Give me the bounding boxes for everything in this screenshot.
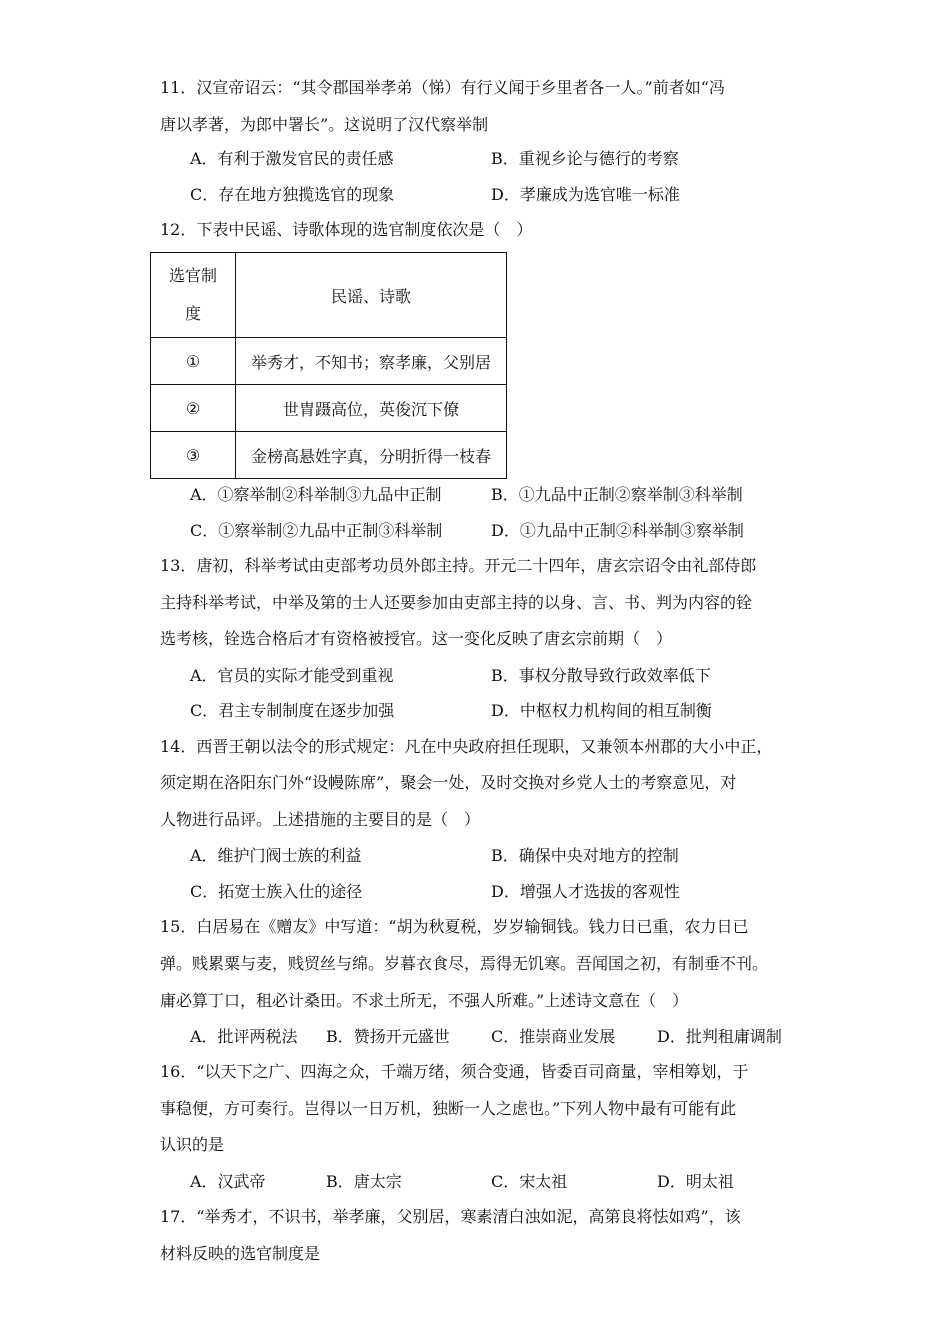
table-header-system-line2: 度 bbox=[184, 304, 201, 323]
q13-option-a: A．官员的实际才能受到重视 bbox=[190, 666, 394, 685]
q12-table bbox=[150, 252, 507, 479]
q15-stem-line2: 弹。贱累粟与麦，贱贸丝与绵。岁暮衣食尽，焉得无饥寒。吾闻国之初，有制垂不刊。 bbox=[160, 954, 769, 973]
q14-stem-line1: 14．西晋王朝以法令的形式规定：凡在中央政府担任现职，又兼领本州郡的大小中正， bbox=[160, 737, 773, 756]
q17-stem-line2: 材料反映的选官制度是 bbox=[160, 1244, 321, 1263]
q12-option-a: A．①察举制②科举制③九品中正制 bbox=[190, 485, 442, 504]
q14-option-b: B．确保中央对地方的控制 bbox=[491, 846, 679, 865]
q11-option-c: C．存在地方独揽选官的现象 bbox=[190, 185, 395, 204]
q14-option-d: D．增强人才选拔的客观性 bbox=[491, 882, 680, 901]
q13-stem-line3: 选考核，铨选合格后才有资格被授官。这一变化反映了唐玄宗前期（ ） bbox=[160, 629, 673, 648]
q13-option-d: D．中枢权力机构间的相互制衡 bbox=[491, 701, 712, 720]
q12-stem-line1: 12．下表中民谣、诗歌体现的选官制度依次是（ ） bbox=[160, 220, 533, 239]
q13-stem-line2: 主持科举考试，中举及第的士人还要参加由吏部主持的以身、言、书、判为内容的铨 bbox=[160, 593, 753, 612]
q16-option-c: C．宋太祖 bbox=[491, 1172, 568, 1191]
table-cell-number: ③ bbox=[151, 432, 236, 479]
q16-option-b: B．唐太宗 bbox=[326, 1172, 402, 1191]
q16-stem-line2: 事稳便，方可奏行。岂得以一日万机，独断一人之虑也。”下列人物中最有可能有此 bbox=[160, 1099, 737, 1118]
table-row bbox=[151, 338, 507, 385]
table-header-system-line1: 选官制 bbox=[168, 266, 217, 285]
q15-stem-line3: 庸必算丁口，租必计桑田。不求土所无，不强人所难。”上述诗文意在（ ） bbox=[160, 991, 689, 1010]
table-row bbox=[151, 432, 507, 479]
q15-option-c: C．推崇商业发展 bbox=[491, 1027, 616, 1046]
q11-stem-line2: 唐以孝著，为郎中署长”。这说明了汉代察举制 bbox=[160, 115, 489, 134]
table-cell-number: ① bbox=[151, 338, 236, 385]
q16-option-a: A．汉武帝 bbox=[190, 1172, 266, 1191]
q14-stem-line2: 须定期在洛阳东门外“设幔陈席”，聚会一处，及时交换对乡党人士的考察意见，对 bbox=[160, 773, 737, 792]
table-cell-number: ② bbox=[151, 385, 236, 432]
q11-option-d: D．孝廉成为选官唯一标准 bbox=[491, 185, 680, 204]
table-cell-poem: 举秀才，不知书；察孝廉，父别居 bbox=[236, 338, 507, 385]
q13-option-b: B．事权分散导致行政效率低下 bbox=[491, 666, 711, 685]
q15-option-d: D．批判租庸调制 bbox=[657, 1027, 782, 1046]
q12-option-d: D．①九品中正制②科举制③察举制 bbox=[491, 521, 744, 540]
table-header-poem: 民谣、诗歌 bbox=[236, 253, 507, 338]
q15-option-b: B．赞扬开元盛世 bbox=[326, 1027, 450, 1046]
q16-stem-line1: 16．“以天下之广、四海之众，千端万绪，须合变通，皆委百司商量，宰相筹划，于 bbox=[160, 1062, 749, 1081]
q11-stem-line1: 11．汉宣帝诏云：“其令郡国举孝弟（悌）有行义闻于乡里者各一人。”前者如“冯 bbox=[160, 78, 725, 97]
q17-stem-line1: 17．“举秀才，不识书，举孝廉，父别居，寒素清白浊如泥，高第良将怯如鸡”，该 bbox=[160, 1207, 741, 1226]
q12-option-c: C．①察举制②九品中正制③科举制 bbox=[190, 521, 443, 540]
q12-option-b: B．①九品中正制②察举制③科举制 bbox=[491, 485, 743, 504]
q16-option-d: D．明太祖 bbox=[657, 1172, 734, 1191]
q15-stem-line1: 15．白居易在《赠友》中写道：“胡为秋夏税，岁岁输铜钱。钱力日已重，农力日已 bbox=[160, 917, 749, 936]
q11-option-b: B．重视乡论与德行的考察 bbox=[491, 149, 679, 168]
q15-option-a: A．批评两税法 bbox=[190, 1027, 298, 1046]
table-row bbox=[151, 385, 507, 432]
q11-option-a: A．有利于激发官民的责任感 bbox=[190, 149, 394, 168]
q13-option-c: C．君主专制制度在逐步加强 bbox=[190, 701, 395, 720]
q14-option-a: A．维护门阀士族的利益 bbox=[190, 846, 362, 865]
table-cell-poem: 金榜高悬姓字真，分明折得一枝春 bbox=[236, 432, 507, 479]
q16-stem-line3: 认识的是 bbox=[160, 1135, 225, 1154]
q14-option-c: C．拓宽士族入仕的途径 bbox=[190, 882, 363, 901]
q13-stem-line1: 13．唐初，科举考试由吏部考功员外郎主持。开元二十四年，唐玄宗诏令由礼部侍郎 bbox=[160, 556, 757, 575]
table-header-row bbox=[151, 253, 507, 338]
table-cell-poem: 世胄蹑高位，英俊沉下僚 bbox=[236, 385, 507, 432]
q14-stem-line3: 人物进行品评。上述措施的主要目的是（ ） bbox=[160, 810, 481, 829]
table-header-system bbox=[151, 253, 236, 338]
